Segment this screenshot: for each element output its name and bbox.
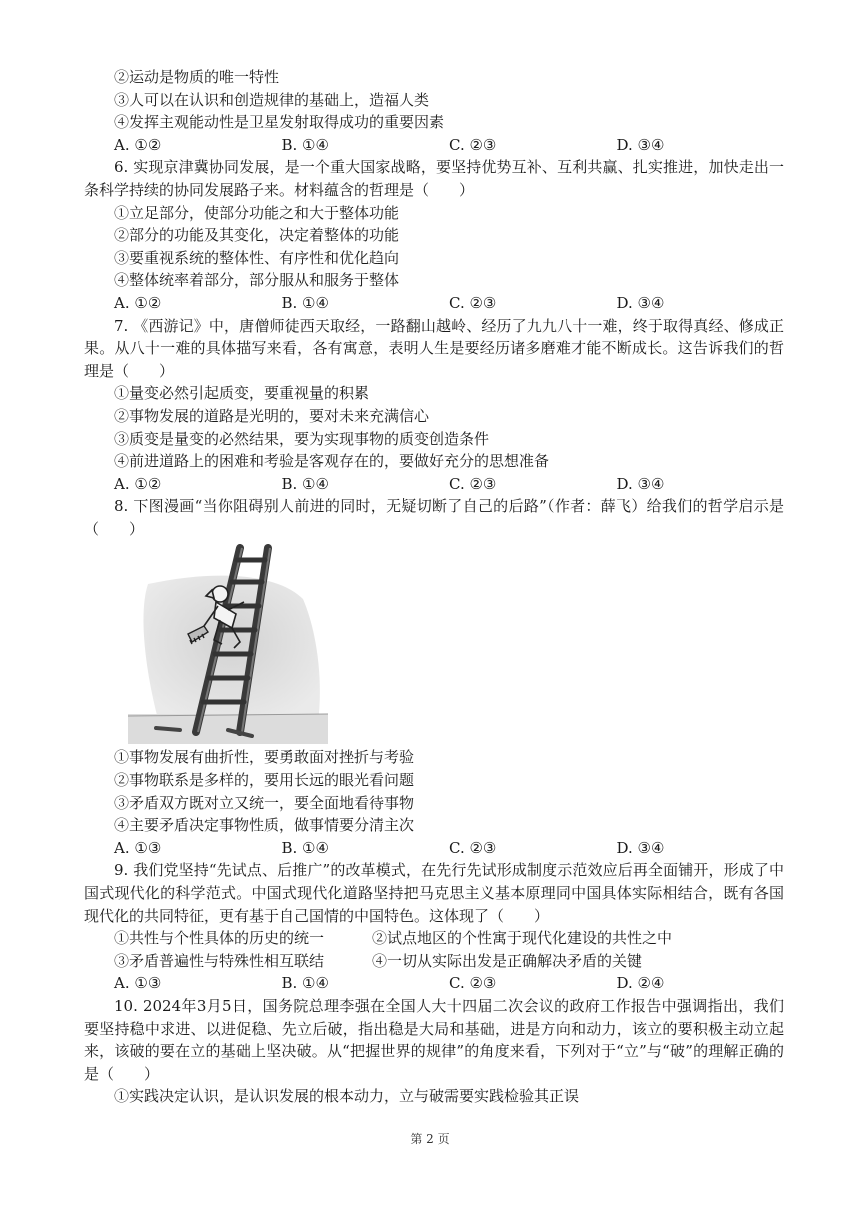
q5-item-4: ④发挥主观能动性是卫星发射取得成功的重要因素 bbox=[114, 113, 445, 132]
q6-item-2: ②部分的功能及其变化，决定着整体的功能 bbox=[114, 226, 400, 245]
page-number: 第 2 页 bbox=[410, 1132, 450, 1146]
q9-options bbox=[84, 972, 784, 995]
question-8 bbox=[84, 495, 784, 859]
q8-item-4: ④主要矛盾决定事物性质，做事情要分清主次 bbox=[114, 816, 415, 835]
q9-item-3: ③矛盾普遍性与特殊性相互联结 bbox=[114, 951, 325, 970]
cartoon-figure bbox=[128, 544, 328, 744]
q8-option-a[interactable]: A. ①③ bbox=[114, 838, 162, 857]
q9-stem: 9. 我们党坚持“先试点、后推广”的改革模式，在先行先试形成制度示范效应后再全面铺开，形成了中国式现代化的科学范式。中国式现代化道路坚持把马克思主义基本原理同中国具体实际相结合，既有各国现代化的共同特征，更有基于自己国情的中国特色。这体现了（ ） bbox=[84, 861, 784, 925]
q8-option-c[interactable]: C. ②③ bbox=[449, 838, 497, 857]
q9-item-2: ②试点地区的个性寓于现代化建设的共性之中 bbox=[372, 929, 673, 948]
q5-item-2: ②运动是物质的唯一特性 bbox=[114, 68, 280, 86]
q5-option-a[interactable]: A. ①② bbox=[114, 135, 162, 154]
q5-option-b[interactable]: B. ①④ bbox=[281, 135, 329, 154]
q9-option-a[interactable]: A. ①③ bbox=[114, 974, 162, 993]
q8-options bbox=[84, 837, 784, 860]
q9-item-row-1 bbox=[84, 927, 784, 950]
q7-item-1: ①量变必然引起质变，要重视量的积累 bbox=[114, 384, 370, 403]
q7-option-a[interactable]: A. ①② bbox=[114, 474, 162, 493]
q10-stem: 10. 2024年3月5日，国务院总理李强在全国人大十四届二次会议的政府工作报告中强调指出，我们要坚持稳中求进、以进促稳、先立后破，指出稳是大局和基础，进是方向和动力，该立的要积极主动立起来，该破的要在立的基础上坚决破。从“把握世界的规律”的角度来看，下列对于“立”与“破”的理解正确的是（ ） bbox=[84, 997, 784, 1083]
q7-option-b[interactable]: B. ①④ bbox=[281, 474, 329, 493]
page-content bbox=[84, 66, 784, 1108]
q8-option-d[interactable]: D. ③④ bbox=[616, 838, 665, 857]
q9-item-1: ①共性与个性具体的历史的统一 bbox=[114, 929, 325, 948]
q6-option-a[interactable]: A. ①② bbox=[114, 293, 162, 312]
q6-options bbox=[84, 292, 784, 315]
q5-option-d[interactable]: D. ③④ bbox=[616, 135, 665, 154]
q8-option-b[interactable]: B. ①④ bbox=[281, 838, 329, 857]
q7-stem: 7. 《西游记》中，唐僧师徒西天取经，一路翻山越岭、经历了九九八十一难，终于取得真经、修成正果。从八十一难的具体描写来看，各有寓意，表明人生是要经历诸多磨难才能不断成长。这告诉我们的哲理是（ ） bbox=[84, 316, 784, 380]
q7-options bbox=[84, 473, 784, 496]
ladder-cartoon-illustration bbox=[128, 544, 328, 744]
q5-options bbox=[84, 134, 784, 157]
q6-option-c[interactable]: C. ②③ bbox=[449, 293, 497, 312]
q7-option-d[interactable]: D. ③④ bbox=[616, 474, 665, 493]
q7-item-3: ③质变是量变的必然结果，要为实现事物的质变创造条件 bbox=[114, 429, 490, 448]
q8-item-3: ③矛盾双方既对立又统一，要全面地看待事物 bbox=[114, 793, 415, 812]
question-9 bbox=[84, 859, 784, 995]
q7-item-2: ②事物发展的道路是光明的，要对未来充满信心 bbox=[114, 406, 430, 425]
q8-item-2: ②事物联系是多样的，要用长远的眼光看问题 bbox=[114, 771, 415, 790]
q10-item-1: ①实践决定认识，是认识发展的根本动力，立与破需要实践检验其正误 bbox=[114, 1087, 580, 1106]
q6-item-3: ③要重视系统的整体性、有序性和优化趋向 bbox=[114, 248, 400, 267]
q5-item-3: ③人可以在认识和创造规律的基础上，造福人类 bbox=[114, 90, 430, 109]
q7-item-4: ④前进道路上的困难和考验是客观存在的，要做好充分的思想准备 bbox=[114, 452, 550, 471]
question-7 bbox=[84, 315, 784, 496]
question-5 bbox=[84, 66, 784, 156]
q6-item-1: ①立足部分，使部分功能之和大于整体功能 bbox=[114, 203, 400, 222]
q8-item-1: ①事物发展有曲折性，要勇敢面对挫折与考验 bbox=[114, 748, 415, 767]
q9-item-row-2 bbox=[84, 950, 784, 973]
q5-option-c[interactable]: C. ②③ bbox=[449, 135, 497, 154]
question-6 bbox=[84, 156, 784, 314]
q9-option-d[interactable]: D. ②④ bbox=[616, 974, 665, 993]
q8-stem: 8. 下图漫画“当你阻碍别人前进的同时，无疑切断了自己的后路”（作者：薛飞）给我们的哲学启示是（ ） bbox=[84, 497, 784, 538]
q6-option-b[interactable]: B. ①④ bbox=[281, 293, 329, 312]
q9-option-c[interactable]: C. ②③ bbox=[449, 974, 497, 993]
q6-option-d[interactable]: D. ③④ bbox=[616, 293, 665, 312]
question-10 bbox=[84, 995, 784, 1108]
q6-item-4: ④整体统率着部分，部分服从和服务于整体 bbox=[114, 271, 400, 290]
q6-stem: 6. 实现京津冀协同发展，是一个重大国家战略，要坚持优势互补、互利共赢、扎实推进，加快走出一条科学持续的协同发展路子来。材料蕴含的哲理是（ ） bbox=[84, 158, 784, 199]
q9-option-b[interactable]: B. ①④ bbox=[281, 974, 329, 993]
q7-option-c[interactable]: C. ②③ bbox=[449, 474, 497, 493]
q9-item-4: ④一切从实际出发是正确解决矛盾的关键 bbox=[372, 951, 643, 970]
